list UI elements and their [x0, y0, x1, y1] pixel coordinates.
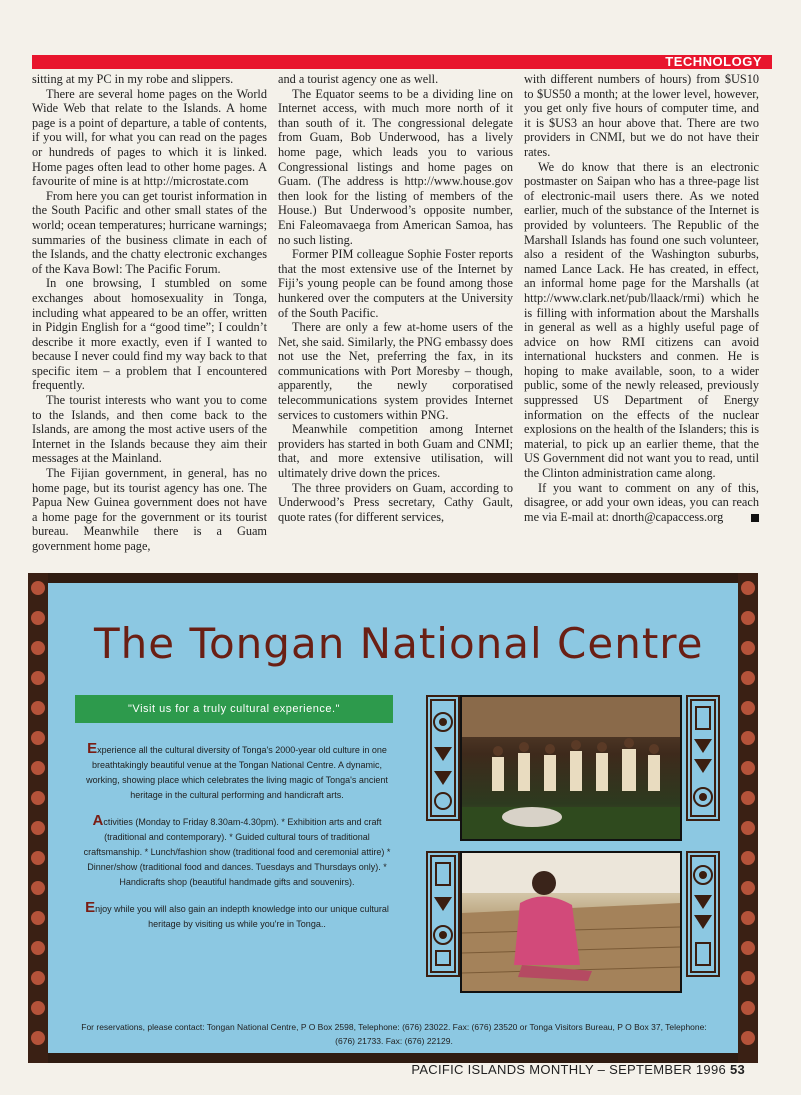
paragraph: with different numbers of hours) from $US10 to $US50 a month; at the lower level, however, you get only five hours of computer time, and it is $US3 an hour above that. There are two providers in CNMI, but we do not have their rates.	[524, 72, 759, 159]
ad-contact: For reservations, please contact: Tongan National Centre, P O Box 2598, Telephone: (676) 23022. Fax: (676) 23520 or Tonga Visitors Bureau, P O Box 37, Telephone: (676) 21733. Fax: (676) 22129.	[81, 1022, 707, 1046]
article-column-2	[278, 72, 513, 524]
paragraph: The Fijian government, in general, has no home page, but its tourist agency has one. The Papua New Guinea government does not have a home page for the government or its tourist bureau. Meanwhile there is a Guam government home page,	[32, 466, 267, 553]
paragraph: In one browsing, I stumbled on some exchanges about homosexuality in Tonga, including what appeared to be an offer, written in Pidgin English for a “good time”; I couldn’t describe it more exactly, even if I wanted to because I never could find my way back to that specific item – a problem that I encountered frequently.	[32, 276, 267, 393]
ad-title: The Tongan National Centre	[94, 619, 704, 668]
paragraph: Meanwhile competition among Internet providers has started in both Guam and CNMI; that, and more extensive utilisation, will ultimately drive down the prices.	[278, 422, 513, 481]
publication-line: PACIFIC ISLANDS MONTHLY – SEPTEMBER 1996	[411, 1062, 727, 1077]
photo-weaver	[460, 851, 682, 993]
paragraph: The tourist interests who want you to come to the Islands, and then come back to the Islands, are among the most active users of the Internet in the Islands because they aim their messages at the Mainland.	[32, 393, 267, 466]
ad-tagline: "Visit us for a truly cultural experience."	[75, 695, 393, 723]
closing-text: If you want to comment on any of this, disagree, or add your own ideas, you can reach me via E-mail at: dnorth@capaccess.org	[524, 480, 759, 524]
tapa-border-right	[738, 573, 758, 1063]
tapa-border-left	[28, 573, 48, 1063]
ad-text: ctivities (Monday to Friday 8.30am-4.30pm). * Exhibition arts and craft (traditional and contemporary). * Guided cultural tours of traditional craftsmanship. * Lunch/fashion show (traditional food and ceremonial attire) * Dinner/show (traditional food and dances. Tuesdays and Thursdays only). * Handicrafts shop (beautiful handmade gifts and souvenirs).	[83, 817, 391, 887]
page-footer	[411, 1062, 745, 1077]
article-column-3	[524, 72, 759, 524]
drop-cap: A	[92, 812, 104, 829]
paragraph: We do know that there is an electronic postmaster on Saipan who has a three-page list of electronic-mail users there. As we noted earlier, much of the substance of the Internet is provided by volunteers. The Republic of the Marshall Islands has found one such volunteer, also a resident of the Washington suburbs, named Lance Lack. He has created, in effect, an informal home page for the Marshalls (at http://www.clark.net/pub/llaack/rmi) which he is filling with information about the Marshalls in general as well as a highly useful page of advice on how RMI citizens can avoid international hucksters and conmen. He is hoping to make available, soon, to a wider public, some of the newly released, previously suppressed US Department of Energy information on the effects of the nuclear explosions on the health of the Islanders; this is material, to pick up an earlier theme, that the US Government did not want you to read, until the Clinton administration came along.	[524, 159, 759, 481]
ad-text: njoy while you will also gain an indepth knowledge into our unique cultural heritage by visiting us while you're in Tonga..	[95, 904, 389, 929]
advertisement	[28, 573, 758, 1063]
paragraph: and a tourist agency one as well.	[278, 72, 439, 86]
ad-panel	[48, 583, 738, 1053]
ad-paragraph	[78, 741, 396, 803]
ad-body	[78, 741, 396, 942]
paragraph: The Equator seems to be a dividing line on Internet access, with much more north of it than south of it. The congressional delegate from Guam, Bob Underwood, has a lively home page, which leads you to various Congressional listings and home pages on Guam. (The address is http://www.house.gov then look for the listing of members of the House.) But Underwood’s opposite number, Eni Faleomavaega from American Samoa, has no such listing.	[278, 86, 513, 247]
article-column-1	[32, 72, 267, 554]
motif-panel	[426, 695, 460, 821]
ad-paragraph	[78, 900, 396, 932]
ad-paragraph	[78, 813, 396, 890]
motif-panel	[426, 851, 460, 977]
motif-panel	[686, 695, 720, 821]
section-label: TECHNOLOGY	[665, 54, 762, 69]
paragraph: From here you can get tourist information in the South Pacific and other small states of the world; ocean temperatures; hurricane warnings; summaries of the business climate in each of the Islands, and the chatty electronic exchanges of the Kava Bowl: The Pacific Forum.	[32, 188, 267, 276]
paragraph: There are several home pages on the World Wide Web that relate to the Islands. A home page is a point of departure, a table of contents, if you will, for what you can read on the pages or hundreds of pages to which it is linked. Home pages often lead to other home pages. A favourite of mine is at http://microstate.com	[32, 86, 267, 189]
paragraph: The three providers on Guam, according to Underwood’s Press secretary, Cathy Gault, quote rates (for different services,	[278, 480, 513, 524]
end-mark-icon	[751, 514, 759, 522]
drop-cap: E	[85, 899, 96, 916]
paragraph: sitting at my PC in my robe and slippers.	[32, 72, 234, 86]
paragraph: There are only a few at-home users of the Net, she said. Similarly, the PNG embassy does not use the Net, preferring the fax, in its communications with Port Moresby – though, apparently, the newly corporatised telecommunications system provides Internet services to customers within PNG.	[278, 320, 513, 422]
paragraph: Former PIM colleague Sophie Foster reports that the most extensive use of the Internet by Fiji’s young people can be found among those hunkered over the computers at the University of the South Pacific.	[278, 247, 513, 320]
motif-panel	[686, 851, 720, 977]
ad-text: xperience all the cultural diversity of Tonga's 2000-year old culture in one breathtakingly beautiful venue at the Tongan National Centre. A dynamic, working, showing place which celebrates the living magic of Tonga's ancient heritage in the cultural performing and handicraft arts.	[86, 745, 388, 800]
page-number: 53	[729, 1062, 745, 1077]
paragraph	[524, 481, 759, 525]
drop-cap: E	[87, 740, 98, 757]
photo-dancers	[460, 695, 682, 841]
